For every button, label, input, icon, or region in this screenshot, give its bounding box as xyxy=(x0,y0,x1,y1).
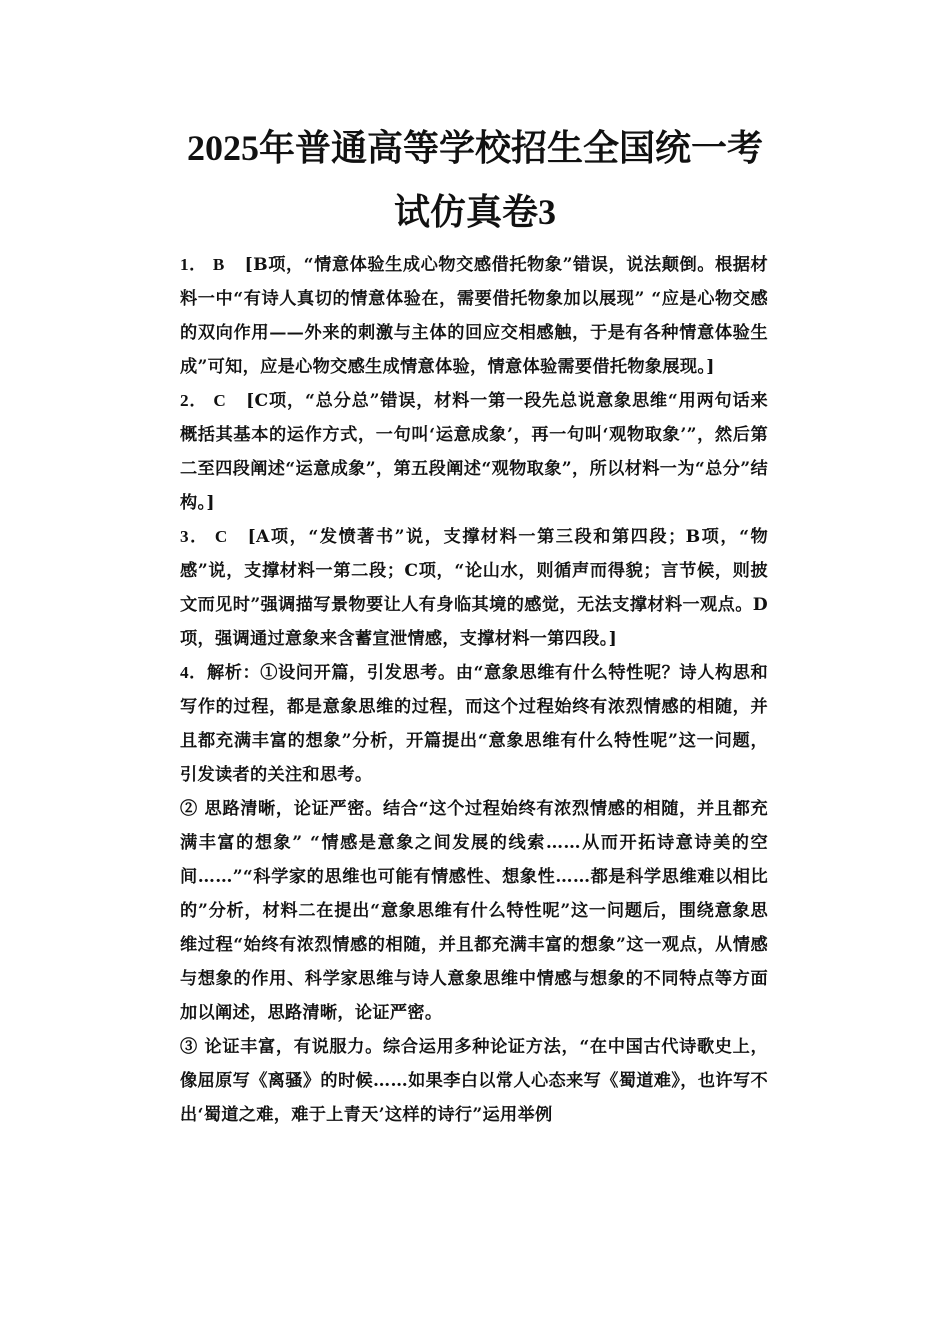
answer-body xyxy=(180,248,768,1132)
item-number: 1． xyxy=(180,255,207,274)
item-label: 解析： xyxy=(206,663,261,683)
item-explanation: [B项，“情意体验生成心物交感借托物象”错误，说法颠倒。根据材料一中“有诗人真切的情意体验在，需要借托物象加以展现” “应是心物交感的双向作用——外来的刺激与主体的回应交相感触，于是有各种情意体验生成”可知，应是心物交感生成情意体验，情意体验需要借托物象展现。] xyxy=(180,255,768,377)
item-explanation: ①设问开篇，引发思考。由“意象思维有什么特性呢？诗人构思和写作的过程，都是意象思维的过程，而这个过程始终有浓烈情感的相随，并且都充满丰富的想象”分析，开篇提出“意象思维有什么特性呢”这一问题，引发读者的关注和思考。 xyxy=(180,663,768,785)
answer-item-1 xyxy=(180,248,768,384)
item-answer: C xyxy=(213,391,227,410)
title-line-2: 试仿真卷3 xyxy=(393,192,556,232)
analysis-point-2: ② 思路清晰，论证严密。结合“这个过程始终有浓烈情感的相随，并且都充满丰富的想象” “情感是意象之间发展的线索……从而开拓诗意诗美的空间……”“科学家的思维也可能有情感性、想象性……都是科学思维难以相比的”分析，材料二在提出“意象思维有什么特性呢”这一问题后，围绕意象思维过程“始终有浓烈情感的相随，并且都充满丰富的想象”这一观点，从情感与想象的作用、科学家思维与诗人意象思维中情感与想象的不同特点等方面加以阐述，思路清晰，论证严密。 xyxy=(180,799,768,1023)
item-explanation: [A项，“发愤著书”说，支撑材料一第三段和第四段；B项，“物感”说，支撑材料一第二段；C项，“论山水，则循声而得貌；言节候，则披文而见时”强调描写景物要让人有身临其境的感觉，无法支撑材料一观点。D项，强调通过意象来含蓄宣泄情感，支撑材料一第四段。] xyxy=(180,527,769,649)
answer-item-4 xyxy=(180,656,768,792)
item-answer: C xyxy=(214,527,228,546)
title-line-1: 2025年普通高等学校招生全国统一考 xyxy=(186,128,763,168)
item-number: 2． xyxy=(180,391,208,410)
item-explanation: [C项，“总分总”错误，材料一第一段先总说意象思维“用两句话来概括其基本的运作方式，一句叫‘运意成象’，再一句叫‘观物取象’”，然后第二至四段阐述“运意成象”，第五段阐述“观物取象”，所以材料一为“总分”结构。] xyxy=(180,391,768,513)
item-number: 3． xyxy=(180,527,209,546)
answer-item-3 xyxy=(180,520,768,656)
analysis-point-3: ③ 论证丰富，有说服力。综合运用多种论证方法，“在中国古代诗歌史上，像屈原写《离骚》的时候……如果李白以常人心态来写《蜀道难》，也许写不出‘蜀道之难，难于上青天’这样的诗行”运用举例 xyxy=(180,1037,768,1125)
item-number: 4． xyxy=(180,663,207,682)
item-answer: B xyxy=(212,255,225,274)
answer-item-2 xyxy=(180,384,768,520)
